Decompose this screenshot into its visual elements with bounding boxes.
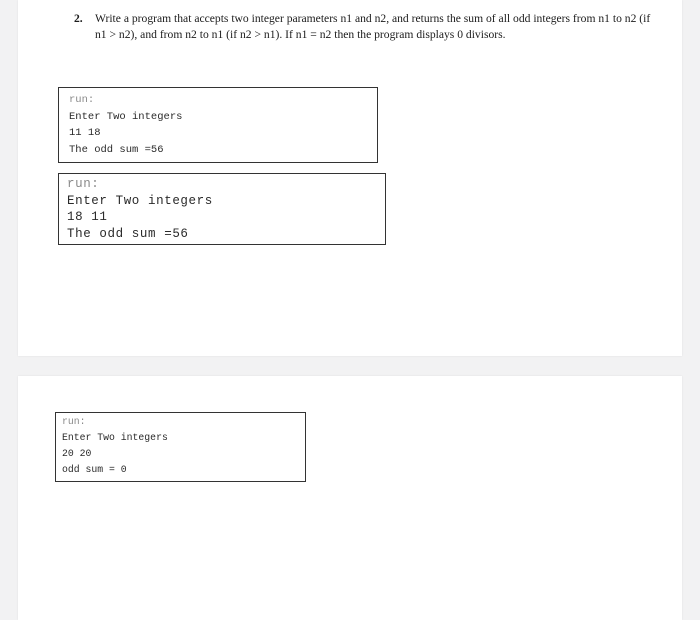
input-line: 18 11 xyxy=(67,210,108,224)
run-label: run: xyxy=(69,94,95,106)
console-output-box xyxy=(55,412,306,482)
input-line: 11 18 xyxy=(69,127,101,139)
input-line: 20 20 xyxy=(62,448,92,459)
question-text: Write a program that accepts two integer parameters n1 and n2, and returns the sum of all odd integers from n1 to n2 (if n1 > n2), and from n2 to n1 (if n2 > n1). If n1 = n2 then the program displays 0 divisors. xyxy=(95,12,651,41)
run-label: run: xyxy=(67,177,100,191)
console-output-box xyxy=(58,87,378,163)
result-line: The odd sum =56 xyxy=(69,143,164,156)
question-block xyxy=(76,11,656,43)
result-line: odd sum = 0 xyxy=(62,464,127,475)
result-line: The odd sum =56 xyxy=(67,226,189,241)
prompt-line: Enter Two integers xyxy=(69,110,183,123)
prompt-line: Enter Two integers xyxy=(62,432,168,443)
run-label: run: xyxy=(62,416,86,427)
console-output-box xyxy=(58,173,386,245)
prompt-line: Enter Two integers xyxy=(67,193,213,208)
question-number: 2. xyxy=(74,12,83,25)
